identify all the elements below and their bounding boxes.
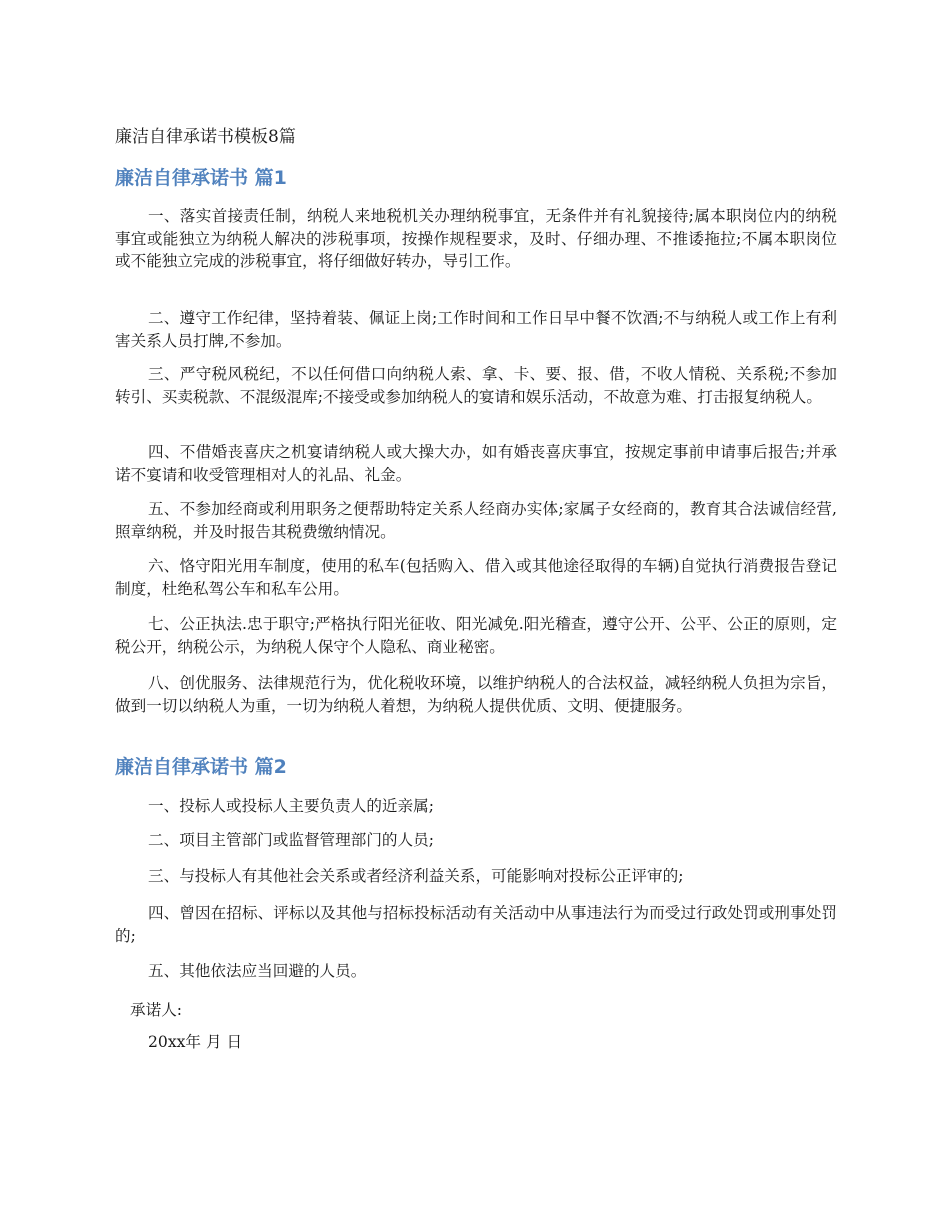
date-line: 20xx年 月 日 [148,1033,243,1051]
section-2-paragraph-2: 二、项目主管部门或监督管理部门的人员; [148,831,434,849]
section-1-paragraph-6: 六、恪守阳光用车制度，使用的私车(包括购入、借入或其他途径取得的车辆)自觉执行消费报告登记制度，杜绝私驾公车和私车公用。 [115,557,837,598]
section-2-paragraph-5: 五、其他依法应当回避的人员。 [148,962,367,980]
section-1-paragraph-5: 五、不参加经商或利用职务之便帮助特定关系人经商办实体;家属子女经商的，教育其合法诚信经营,照章纳税，并及时报告其税费缴纳情况。 [115,500,837,541]
signer-label: 承诺人: [130,1001,183,1019]
section-1-paragraph-3: 三、严守税风税纪，不以任何借口向纳税人索、拿、卡、要、报、借，不收人情税、关系税;不参加转引、买卖税款、不混级混库;不接受或参加纳税人的宴请和娱乐活动，不故意为难、打击报复纳税人。 [115,365,837,406]
section-1-paragraph-1: 一、落实首接责任制，纳税人来地税机关办理纳税事宜，无条件并有礼貌接待;属本职岗位内的纳税事宜或能独立为纳税人解决的涉税事项，按操作规程要求，及时、仔细办理、不推诿拖拉;不属本职岗位或不能独立完成的涉税事宜，将仔细做好转办，导引工作。 [115,207,837,270]
section-1-paragraph-4: 四、不借婚丧喜庆之机宴请纳税人或大操大办，如有婚丧喜庆事宜，按规定事前申请事后报告;并承诺不宴请和收受管理相对人的礼品、礼金。 [115,443,837,484]
document-title: 廉洁自律承诺书模板8篇 [115,127,296,147]
section-2-paragraph-3: 三、与投标人有其他社会关系或者经济利益关系，可能影响对投标公正评审的; [148,867,684,885]
section-heading-1: 廉洁自律承诺书 篇1 [115,167,287,189]
section-1-paragraph-2: 二、遵守工作纪律，坚持着装、佩证上岗;工作时间和工作日早中餐不饮酒;不与纳税人或工作上有利害关系人员打牌,不参加。 [115,309,837,350]
section-1-paragraph-8: 八、创优服务、法律规范行为，优化税收环境，以维护纳税人的合法权益，减轻纳税人负担为宗旨，做到一切以纳税人为重，一切为纳税人着想，为纳税人提供优质、文明、便捷服务。 [115,674,837,715]
section-1-paragraph-7: 七、公正执法.忠于职守;严格执行阳光征收、阳光减免.阳光稽查，遵守公开、公平、公正的原则，定税公开，纳税公示，为纳税人保守个人隐私、商业秘密。 [115,615,837,656]
section-2-paragraph-4: 四、曾因在招标、评标以及其他与招标投标活动有关活动中从事违法行为而受过行政处罚或刑事处罚的; [115,904,837,945]
section-heading-2: 廉洁自律承诺书 篇2 [115,756,287,778]
section-2-paragraph-1: 一、投标人或投标人主要负责人的近亲属; [148,797,434,815]
